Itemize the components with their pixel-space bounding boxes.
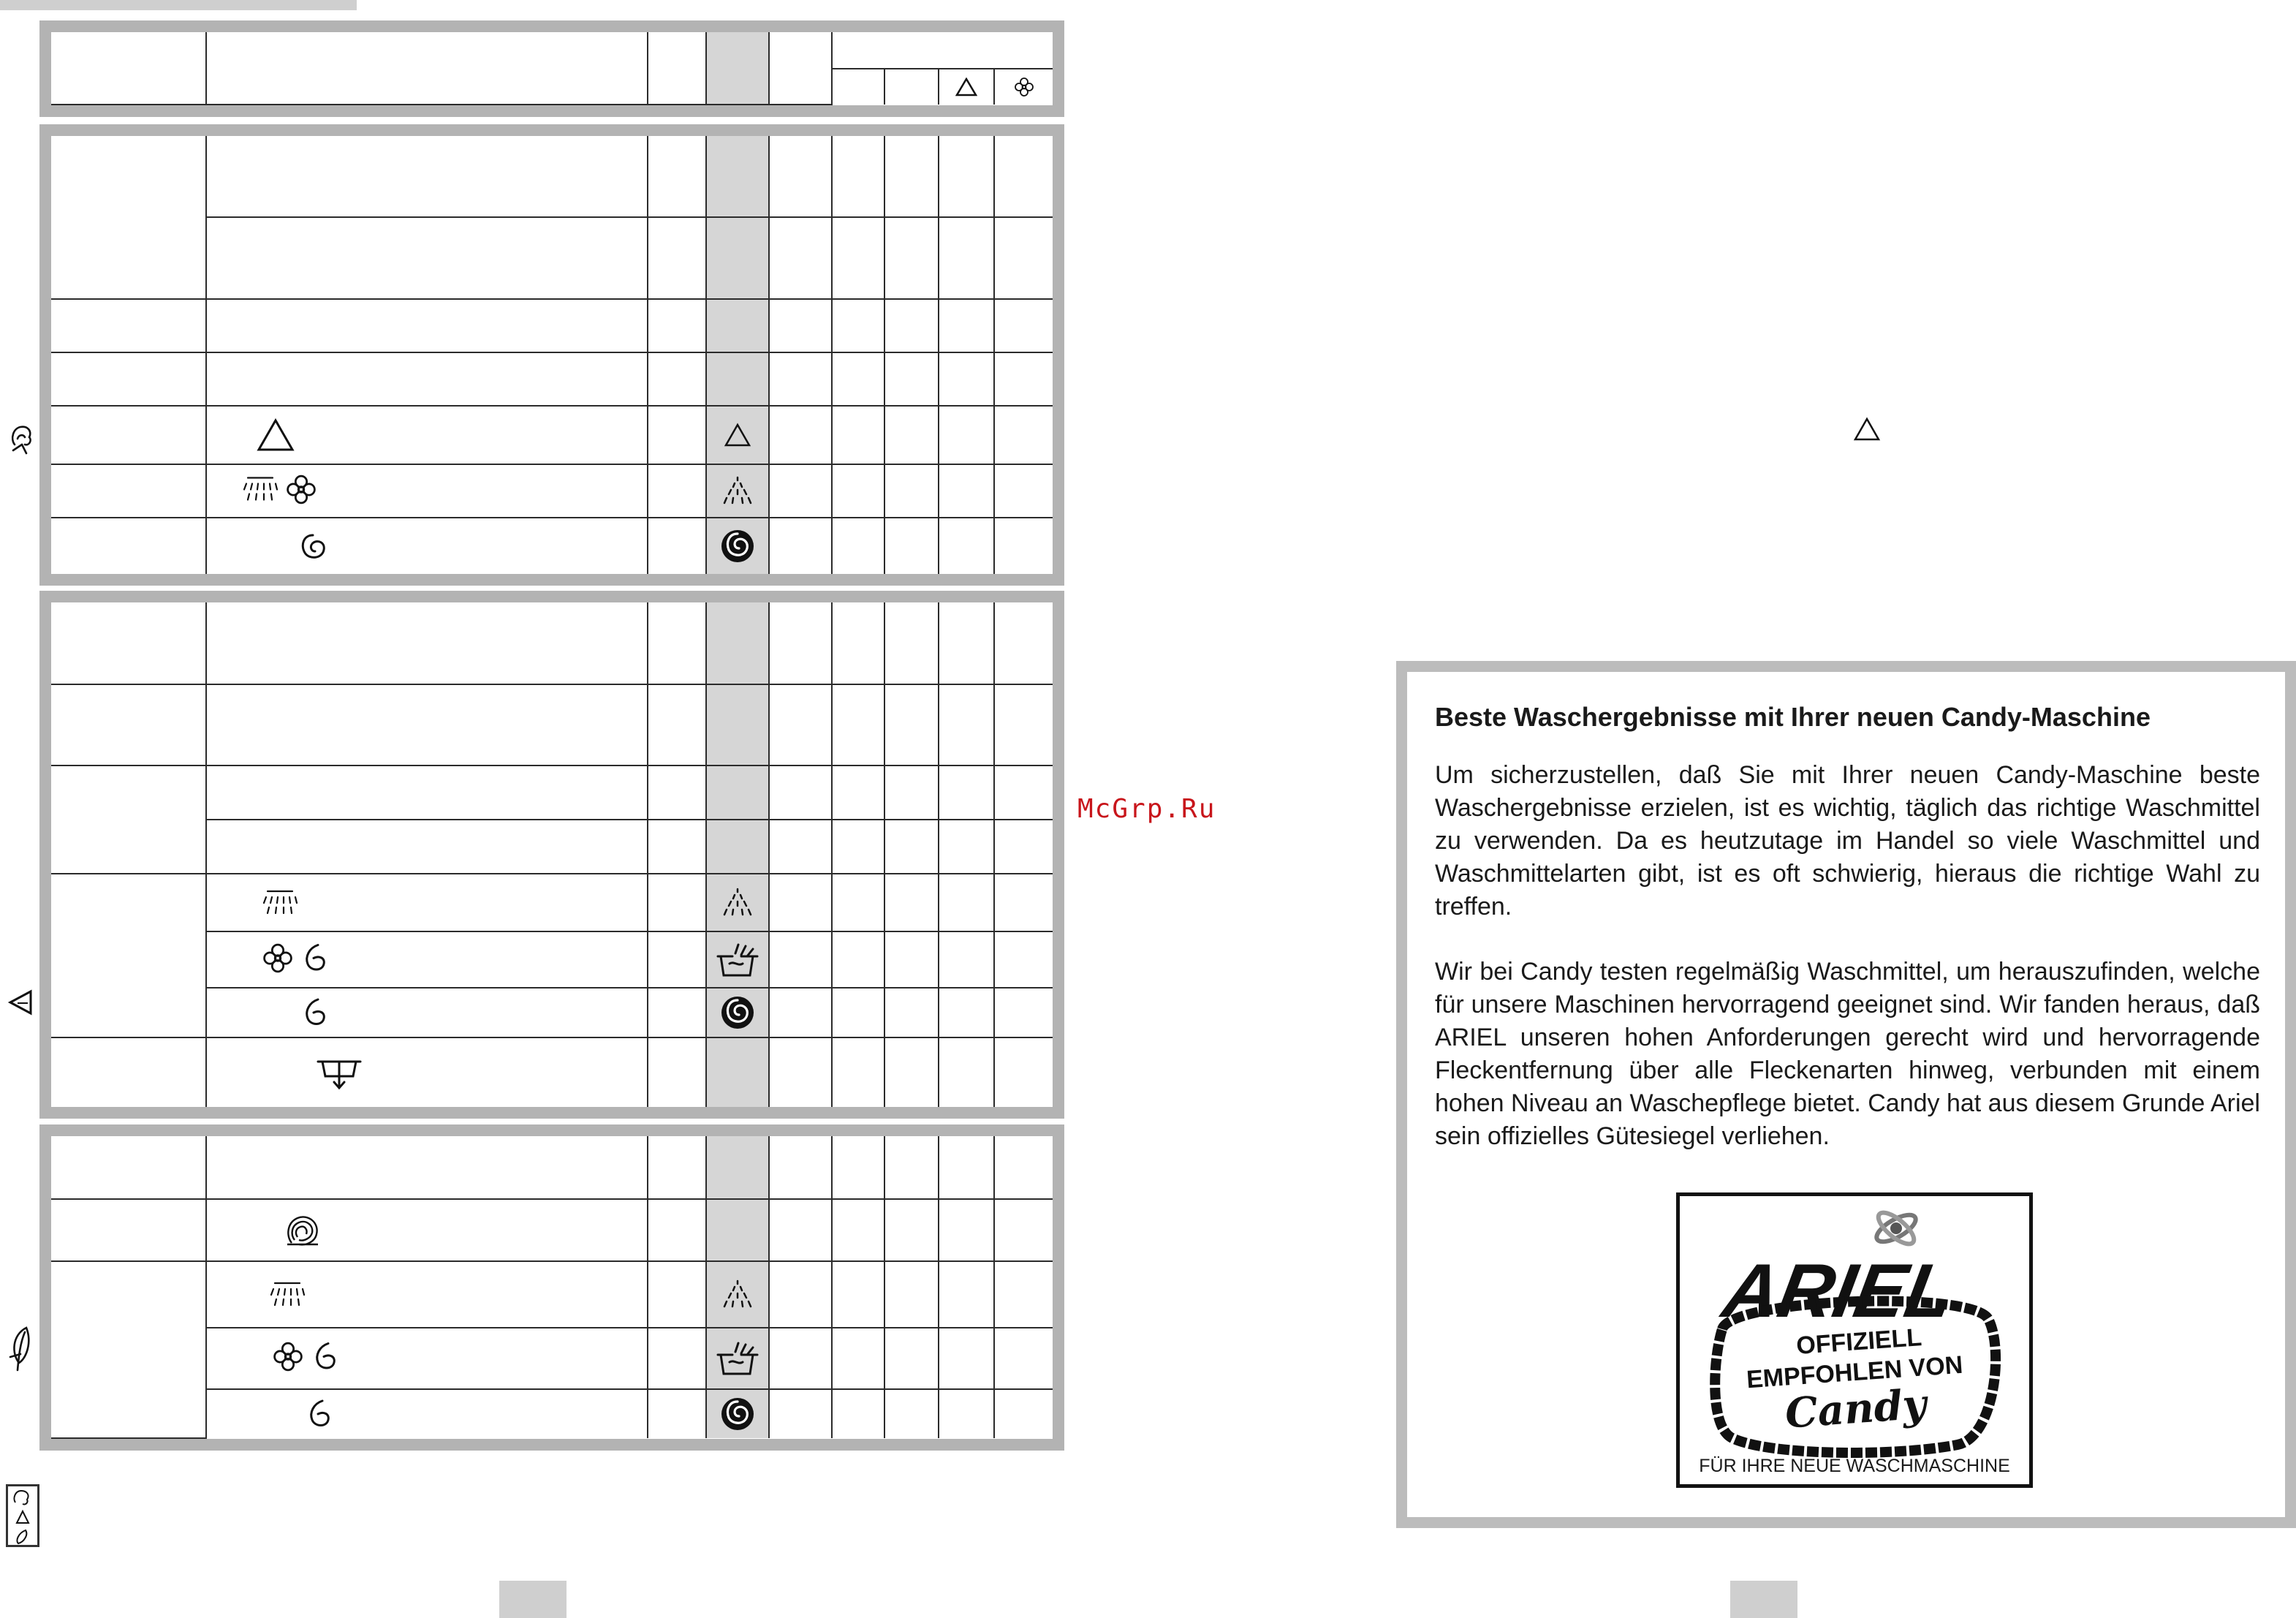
table-cell	[994, 406, 1053, 464]
table-cell	[769, 464, 832, 518]
table-cell	[994, 684, 1053, 765]
table-cell	[884, 1136, 939, 1199]
header-cell	[769, 32, 832, 105]
table-cell	[769, 1389, 832, 1438]
shower-icon	[268, 1280, 306, 1309]
table-cell	[206, 136, 648, 217]
table-cell	[994, 1136, 1053, 1199]
table-cell	[648, 518, 706, 574]
table-cell	[648, 820, 706, 874]
table-cell	[832, 988, 884, 1037]
table-cell	[939, 684, 994, 765]
table-cell	[832, 874, 884, 931]
box-paragraph-2: Wir bei Candy testen regelmäßig Waschmittel, um herauszufinden, welche für unsere Maschinen hervorragend geeignet sind. Wir fanden heraus, daß ARIEL unseren hohen Anforderungen gerecht wird und hervorragende Fleckentfernung über alle Fleckenarten hinweg, verbunden mit einem hohen Niveau an Waschepflege bietet. Candy hat aus diesem Grunde Ariel sein offizielles Gütesiegel verliehen.	[1435, 958, 2260, 1151]
table-cell	[51, 352, 206, 406]
table-cell	[884, 820, 939, 874]
table-cell	[51, 136, 206, 299]
table-cell	[939, 931, 994, 988]
table-cell	[648, 874, 706, 931]
table-cell	[769, 1037, 832, 1107]
ariel-wordmark: ARIEL	[1716, 1248, 1960, 1334]
table-cell	[648, 1261, 706, 1328]
table-cell	[648, 464, 706, 518]
flower-icon	[261, 941, 295, 978]
table-cell	[206, 406, 648, 464]
table-cell	[51, 299, 206, 352]
program-table-synthetics	[39, 591, 1064, 1119]
table-cell	[648, 217, 706, 299]
ariel-recommendation-box	[1396, 661, 2296, 1528]
table-cell	[206, 1037, 648, 1107]
page-top-tab	[0, 0, 357, 10]
table-cell	[769, 406, 832, 464]
table-cell	[884, 352, 939, 406]
table-cell	[769, 1199, 832, 1261]
table-cell	[206, 602, 648, 684]
table-cell	[706, 988, 769, 1037]
basin-icon	[715, 1339, 760, 1378]
table-cell	[648, 765, 706, 820]
candy-wordmark: Candy	[1783, 1380, 1928, 1438]
flower-icon	[1013, 76, 1035, 98]
table-cell	[884, 136, 939, 217]
table-cell	[939, 464, 994, 518]
ariel-logo	[1676, 1192, 2033, 1488]
header-cell	[832, 69, 884, 105]
program-table-delicates	[39, 1124, 1064, 1451]
table-cell	[939, 988, 994, 1037]
table-cell	[884, 931, 939, 988]
table-cell	[51, 684, 206, 765]
table-cell	[51, 602, 206, 684]
table-cell	[206, 1261, 648, 1328]
spin-spiral-icon	[719, 528, 756, 564]
ariel-seal-graphic	[1680, 1196, 2029, 1459]
table-cell	[206, 299, 648, 352]
table-cell	[884, 217, 939, 299]
triangle-icon	[1853, 417, 1881, 445]
cotton-boll-icon	[7, 423, 37, 452]
table-cell	[51, 874, 206, 1037]
table-cell	[884, 765, 939, 820]
table-cell	[832, 352, 884, 406]
table-cell	[994, 217, 1053, 299]
table-cell	[769, 299, 832, 352]
table-cell	[769, 931, 832, 988]
table-cell	[706, 1037, 769, 1107]
page-number-tab-right	[1730, 1581, 1797, 1618]
table-cell	[832, 602, 884, 684]
table-cell	[769, 217, 832, 299]
table-cell	[939, 299, 994, 352]
table-cell	[832, 1328, 884, 1389]
table-cell	[994, 820, 1053, 874]
table-cell	[706, 1389, 769, 1438]
table-cell	[884, 1389, 939, 1438]
table-cell	[706, 684, 769, 765]
table-cell	[939, 1037, 994, 1107]
rinse-icon	[721, 1278, 754, 1312]
table-cell	[884, 299, 939, 352]
table-cell	[769, 136, 832, 217]
table-cell	[51, 406, 206, 464]
table-cell	[769, 602, 832, 684]
table-cell	[706, 1136, 769, 1199]
seal-line-2: EMPFOHLEN VON	[1745, 1350, 1964, 1394]
table-cell	[769, 988, 832, 1037]
program-table-header	[39, 20, 1064, 117]
table-cell	[706, 299, 769, 352]
table-cell	[206, 874, 648, 931]
spin-icon	[300, 942, 330, 978]
table-cell	[51, 464, 206, 518]
table-cell	[769, 1261, 832, 1328]
table-cell	[206, 352, 648, 406]
table-cell	[648, 1328, 706, 1389]
table-cell	[648, 136, 706, 217]
table-cell	[769, 765, 832, 820]
table-cell	[206, 217, 648, 299]
table-cell	[648, 1199, 706, 1261]
table-cell	[206, 1328, 648, 1389]
table-cell	[994, 874, 1053, 931]
table-cell	[769, 352, 832, 406]
header-cell	[206, 32, 648, 105]
table-cell	[939, 518, 994, 574]
table-cell	[648, 352, 706, 406]
table-cell	[706, 1328, 769, 1389]
watermark-text: McGrp.Ru	[1077, 794, 1216, 824]
table-cell	[206, 684, 648, 765]
rinse-icon	[721, 886, 754, 920]
spin-spiral-icon	[719, 994, 756, 1031]
wool-icon	[283, 1211, 322, 1250]
table-cell	[206, 931, 648, 988]
table-cell	[832, 1136, 884, 1199]
table-cell	[832, 406, 884, 464]
table-cell	[939, 602, 994, 684]
flower-icon	[284, 472, 318, 510]
table-cell	[994, 765, 1053, 820]
table-cell	[884, 464, 939, 518]
table-cell	[939, 765, 994, 820]
table-cell	[51, 518, 206, 574]
basin-icon	[715, 940, 760, 980]
table-cell	[939, 1389, 994, 1438]
table-cell	[206, 1136, 648, 1199]
table-cell	[648, 1037, 706, 1107]
table-cell	[939, 1328, 994, 1389]
table-cell	[706, 820, 769, 874]
table-cell	[832, 518, 884, 574]
triangle-icon	[724, 423, 751, 447]
feather-icon	[7, 1325, 37, 1373]
table-cell	[769, 874, 832, 931]
table-cell	[706, 518, 769, 574]
table-cell	[706, 352, 769, 406]
header-cell	[648, 32, 706, 105]
table-cell	[706, 765, 769, 820]
table-cell	[994, 1199, 1053, 1261]
table-cell	[832, 1261, 884, 1328]
table-cell	[884, 874, 939, 931]
table-cell	[832, 136, 884, 217]
table-cell	[706, 931, 769, 988]
table-cell	[994, 988, 1053, 1037]
table-cell	[884, 1199, 939, 1261]
table-cell	[939, 136, 994, 217]
table-cell	[994, 1037, 1053, 1107]
flower-icon	[271, 1340, 305, 1377]
table-cell	[206, 988, 648, 1037]
header-cell	[51, 32, 206, 105]
spin-icon	[296, 529, 330, 563]
table-cell	[832, 464, 884, 518]
table-cell	[832, 299, 884, 352]
header-cell	[884, 69, 939, 105]
table-cell	[884, 602, 939, 684]
table-cell	[939, 1199, 994, 1261]
table-cell	[884, 1037, 939, 1107]
box-paragraph-1: Um sicherzustellen, daß Sie mit Ihrer neuen Candy-Maschine beste Waschergebnisse erzielen, ist es wichtig, täglich das richtige Waschmittel zu verwenden. Da es heutzutage im Handel so viele Waschmittel und Waschmittelarten gibt, ist es oft schwierig, hieraus die richtige Wahl zu treffen.	[1435, 761, 2260, 921]
table-cell	[994, 518, 1053, 574]
table-cell	[769, 1328, 832, 1389]
table-cell	[994, 1328, 1053, 1389]
table-cell	[832, 820, 884, 874]
table-cell	[994, 352, 1053, 406]
table-cell	[51, 765, 206, 874]
triangle-icon	[257, 418, 295, 452]
table-cell	[994, 602, 1053, 684]
table-cell	[648, 602, 706, 684]
table-cell	[206, 765, 648, 820]
table-cell	[994, 299, 1053, 352]
table-cell	[832, 931, 884, 988]
table-cell	[206, 464, 648, 518]
drain-icon	[315, 1054, 363, 1091]
table-cell	[206, 518, 648, 574]
table-cell	[206, 1199, 648, 1261]
header-cell	[994, 69, 1053, 105]
table-cell	[939, 874, 994, 931]
table-cell	[939, 1136, 994, 1199]
table-cell	[706, 1199, 769, 1261]
program-table-cotton	[39, 124, 1064, 586]
table-cell	[706, 464, 769, 518]
table-cell	[769, 820, 832, 874]
logo-caption: FÜR IHRE NEUE WASCHMASCHINE	[1699, 1456, 2010, 1476]
fabric-legend-box	[6, 1484, 39, 1547]
shower-icon	[242, 475, 279, 507]
table-cell	[939, 217, 994, 299]
header-cell	[832, 32, 1053, 69]
table-cell	[832, 1037, 884, 1107]
table-cell	[994, 136, 1053, 217]
table-cell	[832, 1389, 884, 1438]
spin-icon	[311, 1341, 340, 1377]
table-cell	[994, 1261, 1053, 1328]
table-cell	[648, 1136, 706, 1199]
spin-icon	[305, 1398, 334, 1430]
triangle-left-icon	[7, 988, 37, 1018]
table-cell	[939, 820, 994, 874]
table-cell	[994, 1389, 1053, 1438]
spin-icon	[300, 997, 330, 1029]
table-cell	[884, 1328, 939, 1389]
table-cell	[206, 1389, 648, 1438]
table-cell	[706, 1261, 769, 1328]
triangle-icon	[955, 78, 977, 97]
table-cell	[648, 684, 706, 765]
table-cell	[648, 988, 706, 1037]
box-heading: Beste Waschergebnisse mit Ihrer neuen Candy-Maschine	[1435, 702, 2151, 732]
table-cell	[206, 820, 648, 874]
table-cell	[769, 518, 832, 574]
table-cell	[884, 684, 939, 765]
table-cell	[884, 1261, 939, 1328]
table-cell	[706, 602, 769, 684]
table-cell	[51, 1261, 206, 1438]
table-cell	[994, 464, 1053, 518]
seal-line-1: OFFIZIELL	[1795, 1323, 1923, 1360]
rinse-icon	[721, 475, 754, 508]
header-cell	[706, 32, 769, 105]
table-cell	[769, 684, 832, 765]
spin-spiral-icon	[719, 1396, 756, 1432]
table-cell	[706, 874, 769, 931]
table-cell	[648, 1389, 706, 1438]
table-cell	[832, 684, 884, 765]
table-cell	[994, 931, 1053, 988]
table-cell	[769, 1136, 832, 1199]
table-cell	[648, 406, 706, 464]
table-cell	[51, 1037, 206, 1107]
table-cell	[884, 988, 939, 1037]
table-cell	[51, 1136, 206, 1199]
table-cell	[648, 931, 706, 988]
table-cell	[884, 518, 939, 574]
table-cell	[939, 1261, 994, 1328]
shower-icon	[261, 888, 299, 918]
table-cell	[832, 765, 884, 820]
table-cell	[51, 1199, 206, 1261]
table-cell	[706, 136, 769, 217]
header-cell	[939, 69, 994, 105]
table-cell	[832, 1199, 884, 1261]
table-cell	[884, 406, 939, 464]
page-number-tab-left	[499, 1581, 567, 1618]
table-cell	[706, 406, 769, 464]
table-cell	[939, 352, 994, 406]
table-cell	[706, 217, 769, 299]
table-cell	[832, 217, 884, 299]
table-cell	[648, 299, 706, 352]
table-cell	[939, 406, 994, 464]
